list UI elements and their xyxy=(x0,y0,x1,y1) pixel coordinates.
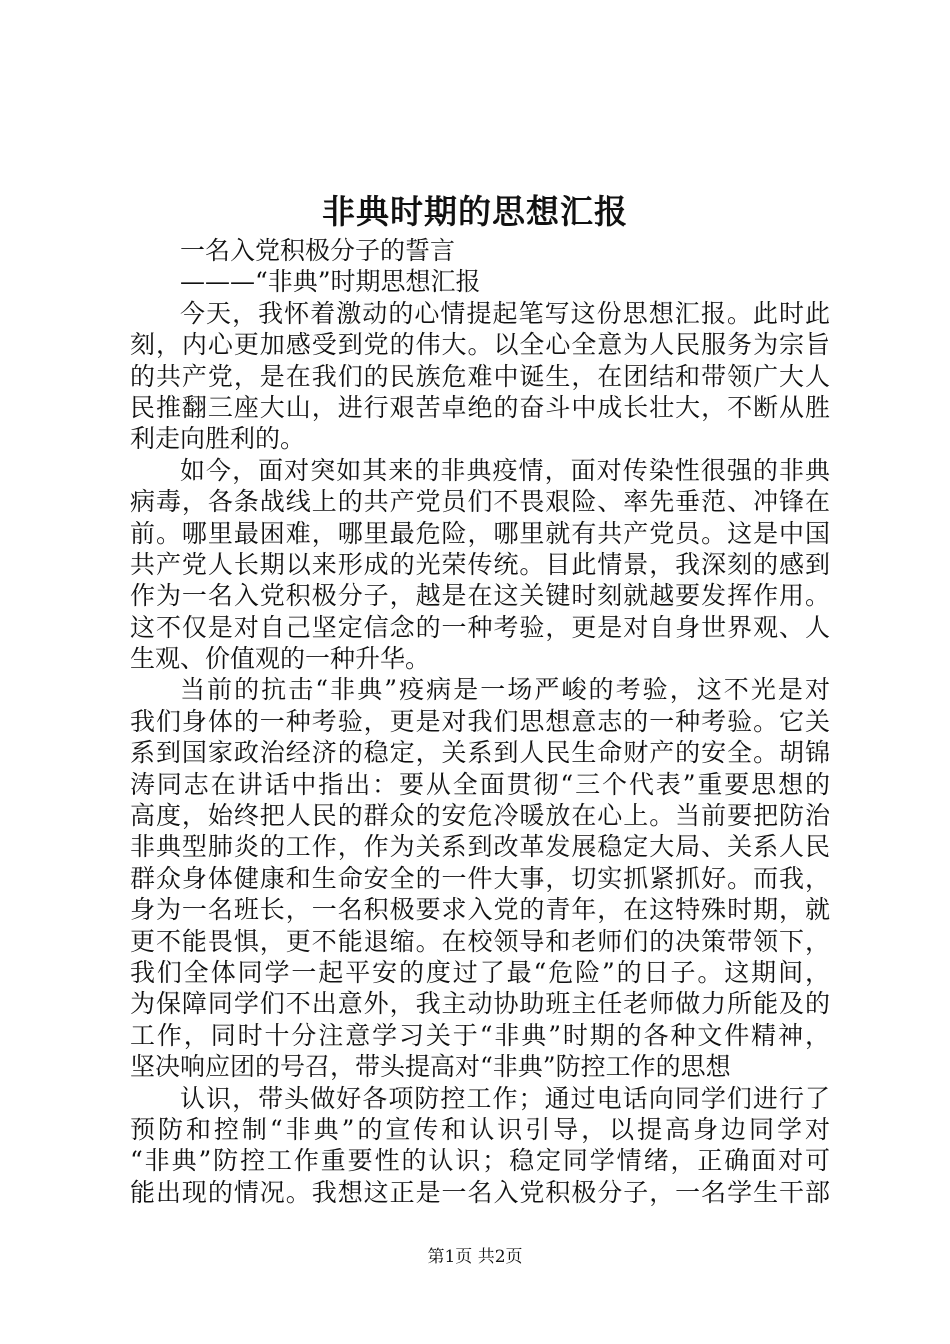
text-line: 群众身体健康和生命安全的一件大事，切实抓紧抓好。而我， xyxy=(130,863,830,893)
text-line: 这不仅是对自己坚定信念的一种考验，更是对自身世界观、人 xyxy=(130,612,830,642)
paragraph xyxy=(130,455,830,675)
subtitle-line: ———“非典”时期思想汇报 xyxy=(180,267,481,297)
text-line: 坚决响应团的号召，带头提高对“非典”防控工作的思想 xyxy=(130,1052,731,1082)
text-line: 民推翻三座大山，进行艰苦卓绝的奋斗中成长壮大，不断从胜 xyxy=(130,392,830,422)
document-body xyxy=(130,235,830,1208)
paragraph xyxy=(130,1083,830,1209)
text-line: 如今，面对突如其来的非典疫情，面对传染性很强的非典 xyxy=(180,455,830,485)
subtitle-line: 一名入党积极分子的誓言 xyxy=(180,236,456,265)
text-line: 系到国家政治经济的稳定，关系到人民生命财产的安全。胡锦 xyxy=(130,738,830,768)
text-line: 身为一名班长，一名积极要求入党的青年，在这特殊时期，就 xyxy=(130,895,830,925)
page-number: 第1页 共2页 xyxy=(427,1247,523,1267)
text-line: 涛同志在讲话中指出：要从全面贯彻“三个代表”重要思想的 xyxy=(130,769,830,799)
page-title: 非典时期的思想汇报 xyxy=(322,192,628,231)
paragraph xyxy=(130,298,830,455)
text-line: 高度，始终把人民的群众的安危冷暖放在心上。当前要把防治 xyxy=(130,801,830,831)
text-line: 工作，同时十分注意学习关于“非典”时期的各种文件精神， xyxy=(130,1020,830,1050)
paragraph xyxy=(130,674,830,1082)
text-line: 非典型肺炎的工作，作为关系到改革发展稳定大局、关系人民 xyxy=(130,832,830,862)
text-line: 今天，我怀着激动的心情提起笔写这份思想汇报。此时此 xyxy=(180,298,830,328)
text-line: 为保障同学们不出意外，我主动协助班主任老师做力所能及的 xyxy=(130,989,830,1019)
text-line: 预防和控制“非典”的宣传和认识引导，以提高身边同学对 xyxy=(130,1114,830,1144)
text-line: 病毒，各条战线上的共产党员们不畏艰险、率先垂范、冲锋在 xyxy=(130,487,830,517)
text-line: 利走向胜利的。 xyxy=(130,424,306,454)
text-line: 我们全体同学一起平安的度过了最“危险”的日子。这期间， xyxy=(130,957,830,987)
text-line: 更不能畏惧，更不能退缩。在校领导和老师们的决策带领下， xyxy=(130,926,830,956)
text-line: 共产党人长期以来形成的光荣传统。目此情景，我深刻的感到 xyxy=(130,549,830,579)
text-line: 刻，内心更加感受到党的伟大。以全心全意为人民服务为宗旨 xyxy=(130,330,830,360)
text-line: 能出现的情况。我想这正是一名入党积极分子，一名学生干部 xyxy=(130,1177,830,1207)
text-line: 我们身体的一种考验，更是对我们思想意志的一种考验。它关 xyxy=(130,706,830,736)
text-line: 的共产党，是在我们的民族危难中诞生，在团结和带领广大人 xyxy=(130,361,830,391)
text-line: 当前的抗击“非典”疫病是一场严峻的考验，这不光是对 xyxy=(180,675,830,705)
text-line: 前。哪里最困难，哪里最危险，哪里就有共产党员。这是中国 xyxy=(130,518,830,548)
text-line: “非典”防控工作重要性的认识；稳定同学情绪，正确面对可 xyxy=(130,1146,830,1176)
text-line: 认识，带头做好各项防控工作；通过电话向同学们进行了 xyxy=(180,1083,830,1113)
text-line: 作为一名入党积极分子，越是在这关键时刻就越要发挥作用。 xyxy=(130,581,830,611)
text-line: 生观、价值观的一种升华。 xyxy=(130,644,431,674)
